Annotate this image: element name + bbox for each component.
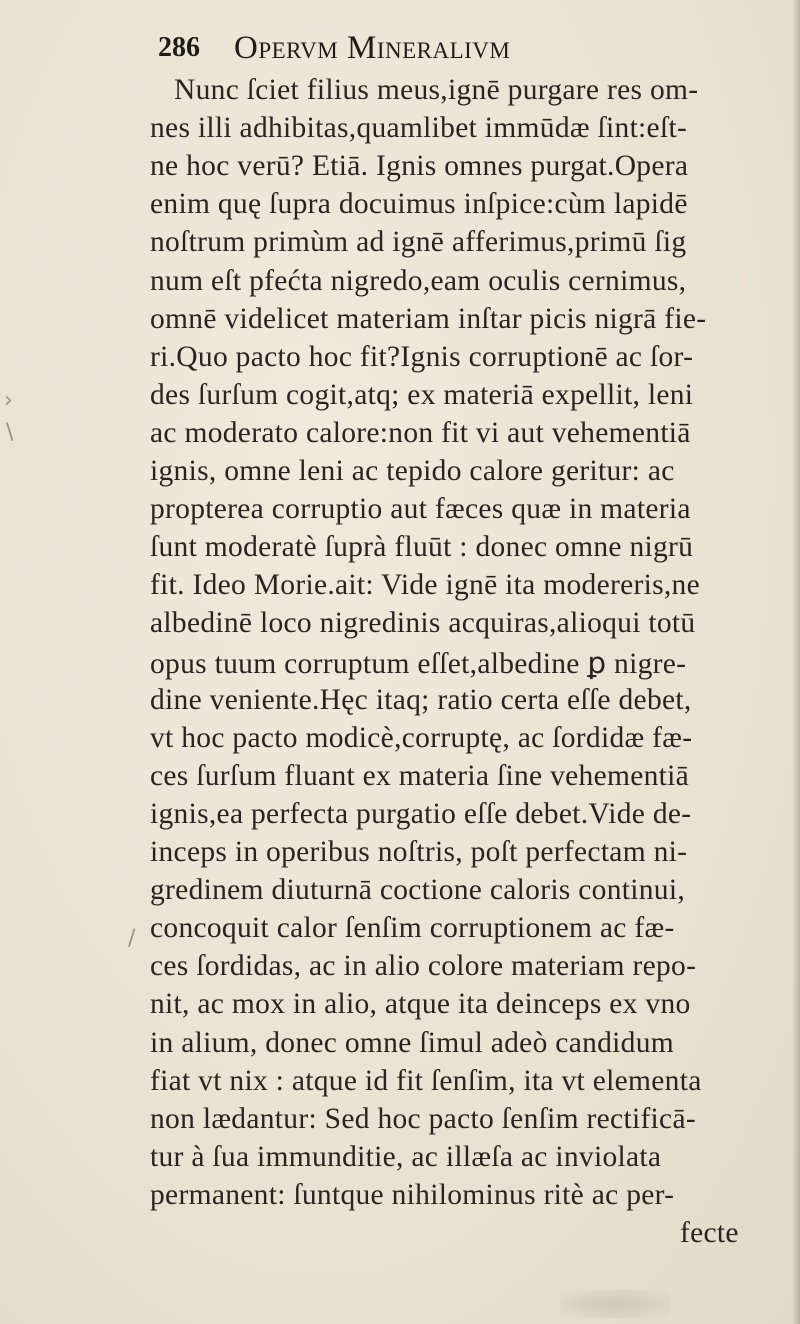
text-line: nit, ac mox in alio, atque ita deinceps ex vno [150, 988, 691, 1021]
text-line: Nunc ſciet filius meus,ignē purgare res om- [174, 74, 699, 106]
text-line: permanent: ſuntque nihilominus ritè ac per- [150, 1178, 675, 1211]
text-line: ces ſurſum fluant ex materia ſine vehementiā [150, 759, 690, 792]
text-line: inceps in operibus noſtris, poſt perfectam ni- [150, 836, 688, 868]
margin-mark: \ [6, 420, 14, 445]
text-line: ac moderato calore:non fit vi aut vehementiā [150, 416, 691, 449]
text-line: enim quę ſupra docuimus inſpice:cùm lapidē [150, 188, 688, 221]
text-line: des ſurſum cogit,atq; ex materiā expellit, leni [150, 378, 694, 411]
text-line: gredinem diuturnā coctione caloris continui, [150, 874, 686, 907]
running-title: Opervm Mineralivm [234, 30, 511, 66]
text-line: omnē videlicet materiam inſtar picis nigrā fie- [150, 302, 707, 335]
text-line: in alium, donec omne ſimul adeò candidum [150, 1026, 675, 1059]
text-line: opus tuum corruptum eſſet,albedine ꝑ nigre- [150, 647, 687, 680]
page-header [158, 30, 778, 72]
text-line: non lædantur: Sed hoc pacto ſenſim rectificā- [150, 1102, 696, 1135]
text-line: num eſt pfećta nigredo,eam oculis cernimus, [150, 264, 687, 297]
margin-mark: › [4, 388, 13, 413]
text-line: propterea corruptio aut fæces quæ in materia [150, 493, 691, 526]
text-line: nes illi adhibitas,quamlibet immūdæ ſint:eſt- [150, 112, 688, 145]
text-line: tur à ſua immunditie, ac illæſa ac inviolata [150, 1140, 662, 1173]
margin-mark: / [128, 926, 136, 951]
text-line: ces ſordidas, ac in alio colore materiam repo- [150, 950, 697, 983]
text-line: ignis,ea perfecta purgatio eſſe debet.Vide de- [150, 797, 692, 830]
text-line: fiat vt nix : atque id fit ſenſim, ita vt elementa [150, 1064, 702, 1097]
text-line: fecte [680, 1217, 739, 1249]
text-line: ignis, omne leni ac tepido calore geritur: ac [150, 455, 675, 487]
text-line: ſunt moderatè ſuprà fluūt : donec omne nigrū [150, 531, 694, 564]
text-line: ne hoc verū? Etiā. Ignis omnes purgat.Opera [150, 150, 689, 183]
text-line: noſtrum primùm ad ignē afferimus,primū ſig [150, 226, 687, 259]
text-line: concoquit calor ſenſim corruptionem ac fæ- [150, 912, 675, 945]
page-number: 286 [158, 32, 200, 63]
ink-smudge [560, 1290, 670, 1318]
text-line: ri.Quo pacto hoc fit?Ignis corruptionē ac ſor- [150, 340, 694, 373]
page-edge-shadow [792, 0, 800, 1324]
text-line: dine veniente.Hęc itaq; ratio certa eſſe debet, [150, 683, 692, 716]
text-line: albedinē loco nigredinis acquiras,alioqui totū [150, 607, 696, 640]
text-line: fit. Ideo Morie.ait: Vide ignē ita modereris,ne [150, 569, 700, 602]
text-line: vt hoc pacto modicè,corruptę, ac ſordidæ fæ- [150, 721, 693, 754]
